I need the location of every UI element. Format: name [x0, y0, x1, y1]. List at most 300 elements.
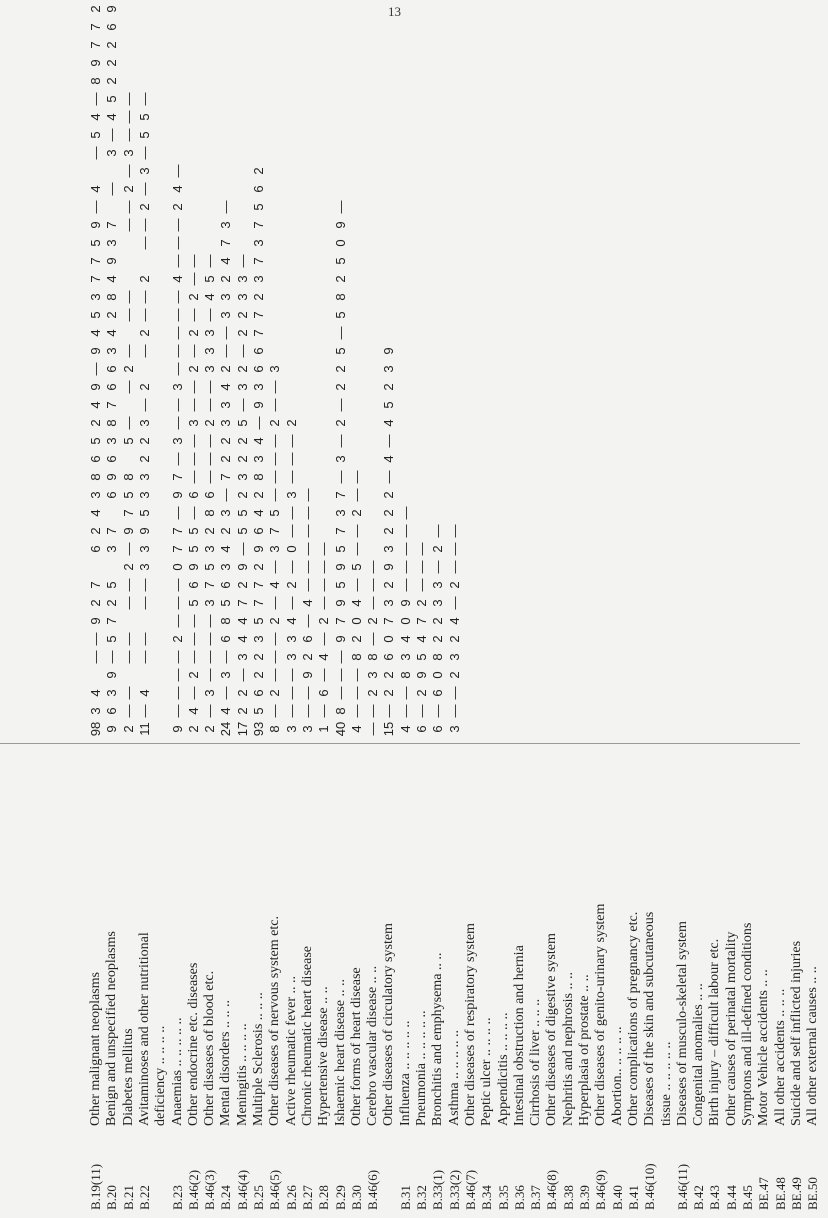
table-cell: 0 — [397, 617, 413, 625]
table-cell: 4 — [88, 185, 103, 193]
table-cell: 5 — [185, 527, 201, 535]
table-cell: 9 — [251, 401, 266, 409]
table-cell: 2 — [104, 311, 120, 319]
table-cell: 3 — [283, 635, 299, 643]
table-cell: 6 — [251, 527, 266, 535]
table-cell: — — [332, 398, 348, 412]
table-cell: 7 — [251, 257, 266, 265]
table-cell: — — [348, 668, 364, 682]
table-cell: 6 — [218, 581, 234, 589]
table-cell: 6 — [185, 491, 201, 499]
table-cell: 3 — [283, 653, 299, 661]
table-cell: 2 — [251, 653, 266, 661]
table-cell: — — [169, 668, 185, 682]
table-cell: 6 — [104, 365, 120, 373]
table-cell: 3 — [234, 653, 250, 661]
table-cell: — — [136, 704, 152, 718]
table-cell: 2 — [348, 635, 364, 643]
table-cell: — — [251, 416, 266, 430]
table-cell: 2 — [251, 293, 266, 301]
table-cell: 3 — [202, 689, 218, 697]
row-code: B.46(6) — [365, 1169, 381, 1210]
table-cell: 2 — [446, 635, 462, 643]
table-cell: — — [446, 560, 462, 574]
table-cell: 9 — [104, 473, 120, 481]
row-label: Other diseases of digestive system — [544, 933, 560, 1126]
table-cell: 2 — [267, 689, 283, 697]
table-cell: 9 — [332, 563, 348, 571]
table-cell: — — [267, 380, 283, 394]
table-cell: — — [218, 686, 234, 700]
table-cell: — — [365, 704, 381, 718]
table-cell: 8 — [88, 77, 103, 85]
table-cell: 6 — [104, 491, 120, 499]
table-cell: 7 — [169, 473, 185, 481]
table-cell: 3 — [104, 239, 120, 247]
table-cell: 7 — [251, 311, 266, 319]
table-cell: — — [234, 668, 250, 682]
table-cell: 4 — [88, 113, 103, 121]
table-cell: — — [299, 614, 315, 628]
table-cell: — — [283, 668, 299, 682]
table-cell: 3 — [185, 419, 201, 427]
table-cell: 9 — [169, 725, 185, 733]
row-code: B.45 — [740, 1185, 755, 1210]
row-code: B.46(5) — [267, 1169, 283, 1210]
table-cell: 3 — [218, 401, 234, 409]
table-cell: — — [348, 578, 364, 592]
table-cell: 5 — [234, 509, 250, 517]
row-label: Intestinal obstruction and hernia — [511, 945, 527, 1126]
table-cell: 2 — [234, 311, 250, 319]
table-cell: 7 — [88, 275, 103, 283]
row-label: Diseases of the skin and subcutaneous — [642, 911, 658, 1126]
table-cell: — — [332, 686, 348, 700]
row-label: Hyperplasia of prostate .. .. — [577, 974, 592, 1126]
table-cell: 5 — [120, 437, 136, 445]
table-cell: — — [169, 236, 185, 250]
table-cell: — — [136, 650, 152, 664]
table-cell: — — [136, 632, 152, 646]
table-cell: — — [88, 632, 103, 646]
row-code: B.29 — [332, 1185, 348, 1210]
table-cell: 9 — [381, 563, 397, 571]
table-cell: 5 — [88, 131, 103, 139]
table-cell: — — [267, 488, 283, 502]
table-cell: — — [202, 650, 218, 664]
table-cell: 3 — [234, 275, 250, 283]
row-code: B.41 — [625, 1185, 641, 1210]
table-cell: — — [202, 614, 218, 628]
table-cell: — — [283, 506, 299, 520]
row-code: B.46(7) — [462, 1169, 478, 1210]
row-label: Other diseases of genito-urinary system — [593, 903, 609, 1126]
table-cell: 5 — [332, 311, 348, 319]
table-cell: 9 — [88, 383, 103, 391]
table-cell: 2 — [104, 41, 120, 49]
row-label: Hypertensive disease .. .. — [316, 986, 332, 1126]
table-cell: 5 — [251, 617, 266, 625]
table-cell: — — [120, 686, 136, 700]
table-cell: 5 — [88, 437, 103, 445]
table-cell: 3 — [299, 725, 315, 733]
table-cell: 6 — [251, 347, 266, 355]
table-cell: — — [169, 650, 185, 664]
table-cell: 6 — [202, 491, 218, 499]
table-cell: — — [283, 704, 299, 718]
table-cell: 2 — [267, 419, 283, 427]
table-cell: — — [414, 560, 429, 574]
table-cell: 4 — [299, 599, 315, 607]
table-cell: 5 — [104, 635, 120, 643]
table-cell: — — [202, 254, 218, 268]
row-code: B.46(10) — [642, 1163, 658, 1210]
table-cell: 9 — [104, 257, 120, 265]
table-cell: 2 — [234, 365, 250, 373]
table-cell: 5 — [185, 545, 201, 553]
row-code: BE.48 — [772, 1177, 788, 1210]
row-label: tissue .. .. .. .. .. — [658, 1041, 674, 1126]
table-cell: — — [348, 686, 364, 700]
table-cell: — — [267, 668, 283, 682]
table-cell: 6 — [299, 635, 315, 643]
table-cell: 2 — [136, 437, 152, 445]
table-cell: 0 — [283, 545, 299, 553]
table-cell: 4 — [446, 617, 462, 625]
row-label: All other external causes .. .. — [805, 966, 821, 1126]
table-cell: — — [414, 542, 429, 556]
table-cell: — — [185, 452, 201, 466]
table-cell: — — [185, 632, 201, 646]
row-code: B.46(2) — [185, 1169, 201, 1210]
table-cell: — — [348, 488, 364, 502]
table-cell: — — [136, 218, 152, 232]
table-cell: — — [202, 704, 218, 718]
table-cell: 4 — [88, 329, 103, 337]
row-code: B.30 — [348, 1185, 364, 1210]
row-label: Avitaminoses and other nutritional — [136, 932, 152, 1126]
table-cell: 3 — [251, 383, 266, 391]
table-cell: 5 — [88, 239, 103, 247]
table-cell: 4 — [381, 419, 397, 427]
row-label: Cirrhosis of liver .. .. .. — [528, 998, 544, 1126]
table-cell: 3 — [202, 329, 218, 337]
table-cell: 4 — [414, 635, 429, 643]
table-cell: — — [88, 200, 103, 214]
table-cell: 2 — [446, 671, 462, 679]
table-cell: 4 — [88, 689, 103, 697]
table-cell: 3 — [218, 293, 234, 301]
row-code: BE.49 — [788, 1177, 804, 1210]
table-cell: — — [446, 524, 462, 538]
table-cell: 5 — [120, 491, 136, 499]
table-cell: 3 — [430, 581, 446, 589]
table-cell: — — [169, 218, 185, 232]
table-cell: 2 — [218, 365, 234, 373]
table-cell: 4 — [218, 545, 234, 553]
table-cell: 2 — [414, 599, 429, 607]
table-cell: — — [185, 344, 201, 358]
table-cell: 2 — [136, 275, 152, 283]
table-cell: 2 — [136, 383, 152, 391]
table-cell: 8 — [202, 509, 218, 517]
table-cell: 3 — [381, 545, 397, 553]
table-cell: 3 — [136, 473, 152, 481]
table-cell: 7 — [104, 527, 120, 535]
table-cell: — — [332, 668, 348, 682]
table-cell: 3 — [251, 239, 266, 247]
table-cell: — — [283, 452, 299, 466]
table-cell: 2 — [88, 527, 103, 535]
table-cell: — — [120, 92, 136, 106]
table-cell: 4 — [348, 725, 364, 733]
table-cell: 2 — [234, 689, 250, 697]
table-cell: 8 — [397, 671, 413, 679]
table-cell: 4 — [169, 275, 185, 283]
table-cell: 9 — [299, 671, 315, 679]
table-cell: — — [202, 470, 218, 484]
table-cell: 6 — [218, 635, 234, 643]
table-cell: — — [202, 452, 218, 466]
table-cell: 0 — [332, 239, 348, 247]
table-cell: 4 — [104, 275, 120, 283]
table-cell: 93 — [251, 721, 266, 737]
table-cell: 2 — [104, 77, 120, 85]
table-cell: — — [365, 560, 381, 574]
table-cell: 3 — [120, 149, 136, 157]
table-cell: 9 — [88, 347, 103, 355]
table-cell: 4 — [397, 635, 413, 643]
table-cell: — — [316, 668, 332, 682]
row-label: Chronic rheumatic heart disease — [299, 946, 315, 1126]
table-cell: 2 — [104, 59, 120, 67]
table-cell: 2 — [348, 509, 364, 517]
table-cell: — — [348, 704, 364, 718]
table-cell: 4 — [251, 509, 266, 517]
table-cell: — — [120, 110, 136, 124]
table-cell: — — [120, 164, 136, 178]
table-cell: — — [120, 128, 136, 142]
table-cell: 7 — [332, 617, 348, 625]
table-cell: — — [169, 254, 185, 268]
table-cell: 3 — [202, 545, 218, 553]
table-cell: 4 — [104, 329, 120, 337]
table-cell: 8 — [251, 473, 266, 481]
table-cell: — — [169, 452, 185, 466]
row-label: Other diseases of blood etc. — [202, 970, 218, 1126]
table-cell: 5 — [218, 599, 234, 607]
table-cell: 5 — [267, 509, 283, 517]
table-cell: — — [267, 434, 283, 448]
table-cell: 3 — [251, 275, 266, 283]
table-cell: — — [430, 560, 446, 574]
table-cell: — — [169, 362, 185, 376]
table-cell: — — [397, 704, 413, 718]
table-cell: 4 — [202, 293, 218, 301]
table-cell: 2 — [218, 275, 234, 283]
table-cell: 5 — [332, 581, 348, 589]
table-cell: 2 — [234, 707, 250, 715]
table-cell: — — [267, 632, 283, 646]
table-cell: — — [299, 686, 315, 700]
table-cell: 98 — [88, 721, 103, 737]
table-cell: — — [446, 596, 462, 610]
table-cell: — — [283, 560, 299, 574]
table-cell: 4 — [218, 383, 234, 391]
table-cell: 3 — [446, 653, 462, 661]
row-label: Other complications of pregnancy etc. — [625, 911, 641, 1126]
table-cell: — — [365, 578, 381, 592]
table-cell: — — [169, 614, 185, 628]
table-cell: 3 — [218, 419, 234, 427]
table-cell: — — [283, 596, 299, 610]
table-cell: 7 — [218, 473, 234, 481]
row-code: B.25 — [251, 1185, 266, 1210]
table-cell: — — [136, 398, 152, 412]
table-cell: — — [267, 596, 283, 610]
table-cell: — — [120, 650, 136, 664]
table-cell: 3 — [267, 545, 283, 553]
row-label: Other causes of perinatal mortality — [723, 931, 739, 1126]
table-cell: 2 — [365, 689, 381, 697]
table-cell: — — [397, 686, 413, 700]
table-cell: 4 — [88, 401, 103, 409]
row-label: Pneumonia .. .. .. .. .. — [414, 1010, 429, 1126]
table-cell: 6 — [316, 689, 332, 697]
table-cell: 3 — [169, 437, 185, 445]
table-cell: 8 — [104, 293, 120, 301]
table-row — [803, 0, 828, 1218]
table-cell: — — [120, 542, 136, 556]
row-code: B.28 — [316, 1185, 332, 1210]
row-label: Nephritis and nephrosis .. .. — [560, 972, 576, 1126]
table-cell: 7 — [202, 581, 218, 589]
table-cell: 9 — [104, 725, 120, 733]
table-cell: — — [299, 506, 315, 520]
page-number: 13 — [388, 4, 401, 19]
table-cell: 9 — [104, 671, 120, 679]
table-cell: 9 — [104, 5, 120, 13]
table-cell: 5 — [332, 347, 348, 355]
table-cell: — — [169, 290, 185, 304]
table-cell: 7 — [88, 257, 103, 265]
table-cell: 2 — [218, 455, 234, 463]
row-code: B.43 — [707, 1185, 723, 1210]
table-cell: 3 — [234, 383, 250, 391]
table-cell: 4 — [234, 635, 250, 643]
table-cell: 1 — [316, 725, 332, 733]
table-cell: 4 — [397, 725, 413, 733]
table-cell: — — [185, 272, 201, 286]
table-cell: 3 — [218, 563, 234, 571]
table-cell: — — [267, 560, 283, 574]
row-label: Diseases of musculo-skeletal system — [674, 921, 690, 1126]
table-cell: — — [202, 434, 218, 448]
table-cell: 7 — [88, 41, 103, 49]
table-cell: — — [218, 344, 234, 358]
row-code: B.23 — [169, 1185, 185, 1210]
row-label: Cerebro vascular disease .. .. — [365, 965, 381, 1126]
row-code: B.46(9) — [593, 1169, 609, 1210]
table-cell: 7 — [88, 23, 103, 31]
table-cell: 6 — [251, 365, 266, 373]
row-code: BE.50 — [805, 1177, 821, 1210]
table-cell: 2 — [202, 419, 218, 427]
table-cell: 2 — [446, 581, 462, 589]
table-cell: — — [218, 650, 234, 664]
table-cell: 4 — [218, 707, 234, 715]
table-cell: — — [332, 200, 348, 214]
table-cell: — — [120, 704, 136, 718]
table-cell: 7 — [169, 527, 185, 535]
row-label: Mental disorders .. .. .. — [218, 1000, 234, 1126]
table-cell: — — [299, 704, 315, 718]
table-cell: 7 — [169, 545, 185, 553]
table-cell: — — [348, 470, 364, 484]
table-cell: 2 — [267, 617, 283, 625]
table-cell: 7 — [332, 527, 348, 535]
table-cell: 8 — [120, 473, 136, 481]
table-cell: 4 — [348, 599, 364, 607]
table-cell: 6 — [88, 455, 103, 463]
table-cell: 3 — [136, 563, 152, 571]
table-cell: — — [397, 542, 413, 556]
table-cell: 6 — [251, 689, 266, 697]
table-cell: 5 — [104, 581, 120, 589]
row-code: B.21 — [120, 1185, 136, 1210]
table-cell: — — [169, 308, 185, 322]
table-cell: 3 — [104, 437, 120, 445]
table-cell: 3 — [202, 347, 218, 355]
table-cell: — — [283, 470, 299, 484]
table-cell: 3 — [234, 293, 250, 301]
table-cell: 11 — [136, 722, 152, 736]
table-cell: — — [136, 182, 152, 196]
row-label: Abortion.. .. .. .. .. — [609, 1026, 625, 1126]
table-cell: 2 — [136, 455, 152, 463]
table-cell: 5 — [381, 401, 397, 409]
table-cell: — — [299, 560, 315, 574]
table-cell: 2 — [136, 329, 152, 337]
table-cell: 3 — [332, 509, 348, 517]
table-cell: — — [136, 344, 152, 358]
table-cell: 3 — [397, 653, 413, 661]
table-cell: 2 — [218, 527, 234, 535]
row-code: B.38 — [560, 1185, 576, 1210]
table-cell: — — [185, 506, 201, 520]
table-cell: — — [88, 146, 103, 160]
row-code: B.32 — [414, 1185, 429, 1210]
table-cell: — — [136, 596, 152, 610]
table-cell: — — [234, 398, 250, 412]
row-label: Other diseases of respiratory system — [462, 923, 478, 1126]
table-cell: 5 — [332, 545, 348, 553]
table-cell: — — [185, 650, 201, 664]
table-cell: — — [316, 596, 332, 610]
table-cell: — — [316, 704, 332, 718]
table-cell: 5 — [348, 563, 364, 571]
table-cell: 2 — [316, 617, 332, 625]
table-cell: 9 — [332, 221, 348, 229]
table-cell: 3 — [267, 365, 283, 373]
table-cell: 6 — [251, 185, 266, 193]
row-label: Other diseases of circulatory system — [381, 923, 397, 1126]
table-cell: 2 — [430, 545, 446, 553]
table-cell: 6 — [104, 23, 120, 31]
table-cell: 2 — [251, 167, 266, 175]
table-cell: 0 — [430, 671, 446, 679]
table-cell: — — [332, 650, 348, 664]
